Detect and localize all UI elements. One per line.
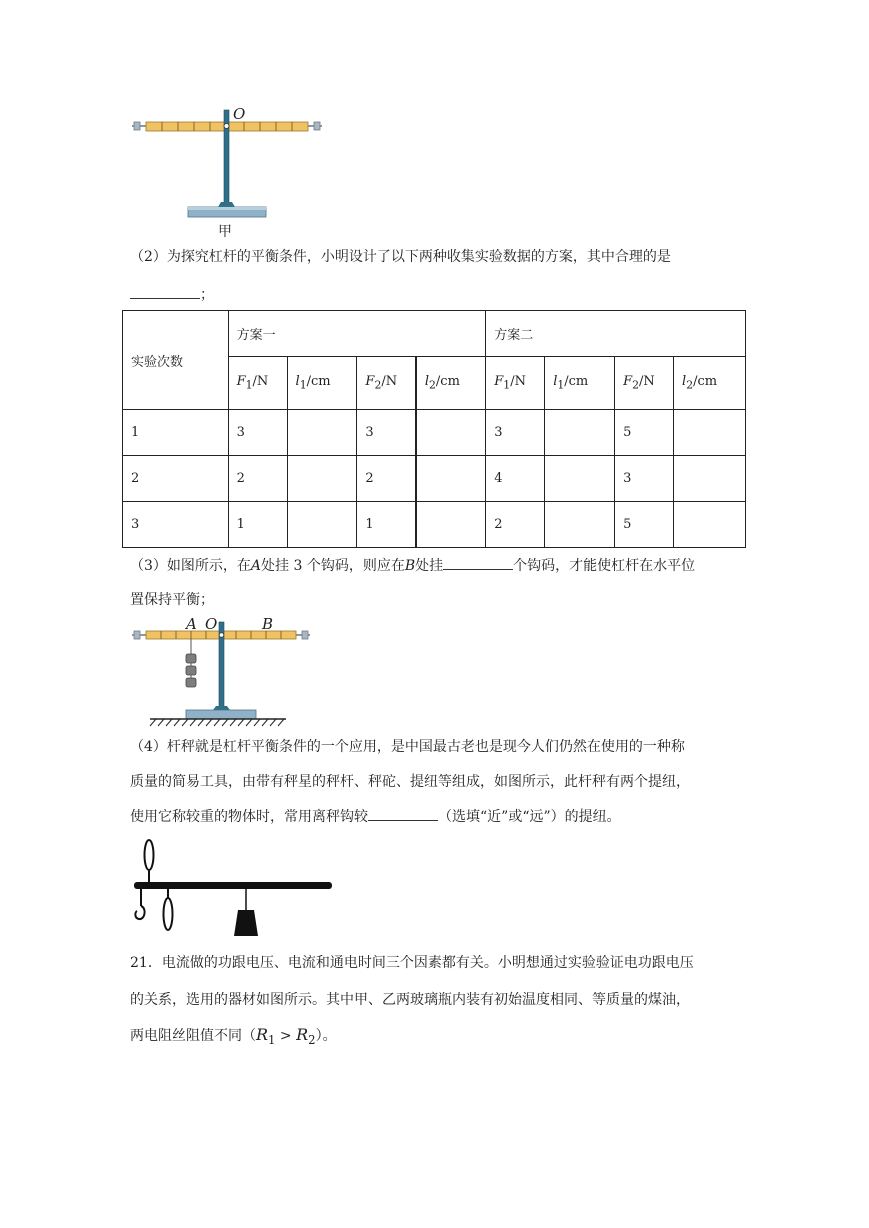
cell-empty bbox=[287, 410, 357, 456]
cell-empty bbox=[674, 502, 746, 548]
point-a: A bbox=[250, 558, 262, 574]
cell-empty bbox=[287, 502, 357, 548]
cell-empty bbox=[416, 410, 486, 456]
col-header: $F_2/N$ bbox=[357, 357, 416, 410]
cell-p1-f1: 3 bbox=[228, 410, 287, 456]
table-row bbox=[123, 410, 746, 456]
pivot-label-o: O bbox=[233, 105, 246, 123]
data-table bbox=[122, 310, 746, 548]
r1-symbol: R bbox=[256, 1025, 269, 1044]
q21-line2: 的关系，选用的器材如图所示。其中甲、乙两玻璃瓶内装有初始温度相同、等质量的煤油， bbox=[130, 992, 690, 1008]
q21-line1: 21．电流做的功跟电压、电流和通电时间三个因素都有关。小明想通过实验验证电功跟电压 bbox=[130, 955, 694, 971]
cell-p2-f1: 4 bbox=[486, 456, 545, 502]
cell-p1-f2: 3 bbox=[357, 410, 416, 456]
cell-empty bbox=[674, 410, 746, 456]
cell-empty bbox=[416, 456, 486, 502]
cell-p2-f2: 5 bbox=[615, 502, 674, 548]
cell-p2-f1: 2 bbox=[486, 502, 545, 548]
cell-p1-f2: 1 bbox=[357, 502, 416, 548]
cell-empty bbox=[545, 502, 615, 548]
cell-empty bbox=[674, 456, 746, 502]
col-header: $l_2/cm$ bbox=[416, 357, 486, 410]
header-plan-one: 方案一 bbox=[228, 311, 486, 357]
q21-line3: 两电阻丝阻值不同$(R_1 > R_2)$。 bbox=[130, 1025, 337, 1047]
q2-text bbox=[130, 247, 750, 267]
col-header: $F_1/N$ bbox=[486, 357, 545, 410]
table-row bbox=[123, 502, 746, 548]
q3-answer-blank[interactable] bbox=[443, 555, 513, 570]
q4-line2: 质量的简易工具，由带有秤星的秤杆、秤砣、提纽等组成，如图所示，此杆秤有两个提纽， bbox=[130, 774, 690, 790]
cell-trial: 2 bbox=[123, 456, 229, 502]
q3-line1: （3）如图所示，在A处挂 3 个钩码，则应在B处挂 个钩码，才能使杠杆在水平位 bbox=[130, 555, 750, 576]
col-header: $l_1/cm$ bbox=[545, 357, 615, 410]
cell-empty bbox=[545, 456, 615, 502]
col-header: $F_2/N$ bbox=[615, 357, 674, 410]
cell-p1-f1: 2 bbox=[228, 456, 287, 502]
table-row bbox=[123, 456, 746, 502]
label-o: O bbox=[205, 615, 218, 633]
cell-p2-f2: 5 bbox=[615, 410, 674, 456]
cell-p2-f2: 3 bbox=[615, 456, 674, 502]
greater-than: > bbox=[279, 1028, 292, 1044]
q2-sentence: （2）为探究杠杆的平衡条件，小明设计了以下两种收集实验数据的方案，其中合理的是 bbox=[130, 249, 671, 265]
figure-caption-jia: 甲 bbox=[218, 224, 232, 240]
q2-semicolon: ； bbox=[200, 287, 214, 303]
cell-p1-f1: 1 bbox=[228, 502, 287, 548]
q2-answer-blank[interactable] bbox=[130, 284, 200, 299]
label-b: B bbox=[262, 615, 274, 633]
header-plan-two: 方案二 bbox=[486, 311, 746, 357]
cell-empty bbox=[545, 410, 615, 456]
lever-figure-jia bbox=[128, 104, 328, 240]
cell-trial: 1 bbox=[123, 410, 229, 456]
col-header: $F_1/N$ bbox=[228, 357, 287, 410]
q4-answer-blank[interactable] bbox=[368, 806, 438, 821]
steelyard-figure bbox=[128, 838, 338, 942]
cell-empty bbox=[416, 502, 486, 548]
lever-figure-ab bbox=[128, 618, 318, 730]
point-b: B bbox=[404, 558, 416, 574]
cell-trial: 3 bbox=[123, 502, 229, 548]
header-trial-count: 实验次数 bbox=[123, 311, 229, 410]
col-header: $l_2/cm$ bbox=[674, 357, 746, 410]
q2-answer-line bbox=[130, 284, 750, 305]
q4-line3: 使用它称较重的物体时，常用离秤钩较 （选填“近”或“远”）的提纽。 bbox=[130, 806, 750, 827]
col-header: $l_1/cm$ bbox=[287, 357, 357, 410]
cell-empty bbox=[287, 456, 357, 502]
cell-p1-f2: 2 bbox=[357, 456, 416, 502]
q3-line2: 置保持平衡； bbox=[130, 592, 214, 608]
cell-p2-f1: 3 bbox=[486, 410, 545, 456]
label-a: A bbox=[186, 615, 197, 633]
q4-line1: （4）杆秤就是杠杆平衡条件的一个应用，是中国最古老也是现今人们仍然在使用的一种称 bbox=[130, 739, 685, 755]
r2-symbol: R bbox=[296, 1025, 309, 1044]
